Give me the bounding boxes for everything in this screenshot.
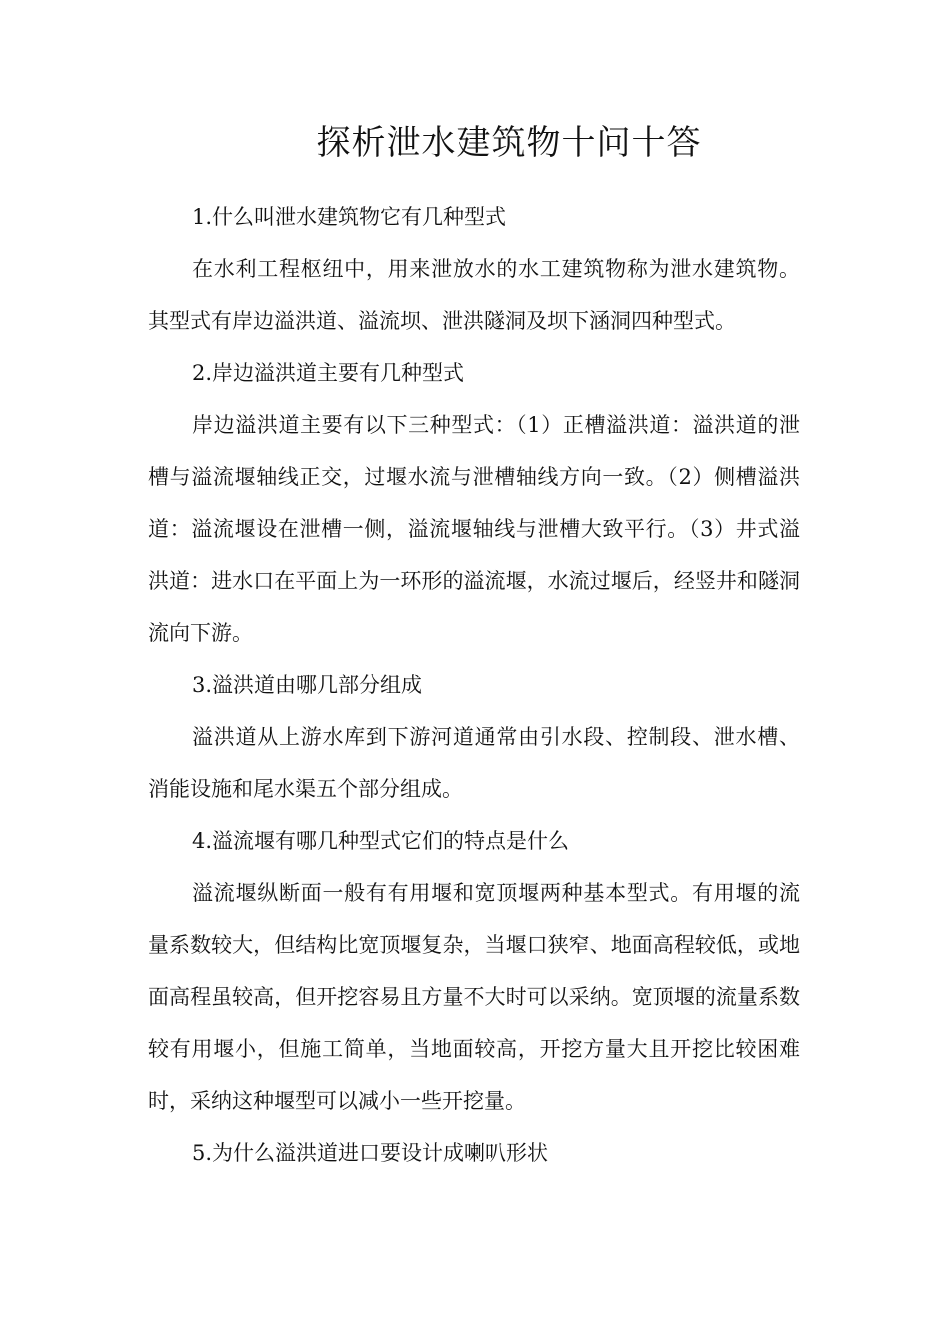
answer-3-paragraph: 溢洪道从上游水库到下游河道通常由引水段、控制段、泄水槽、消能设施和尾水渠五个部分组成。: [148, 725, 800, 801]
question-5-heading: 5.为什么溢洪道进口要设计成喇叭形状: [192, 1141, 549, 1165]
question-3-heading: 3.溢洪道由哪几部分组成: [192, 673, 423, 697]
document-title: 探析泄水建筑物十问十答: [316, 123, 702, 163]
question-2-heading: 2.岸边溢洪道主要有几种型式: [192, 361, 465, 385]
answer-2-paragraph: 岸边溢洪道主要有以下三种型式：（1）正槽溢洪道：溢洪道的泄槽与溢流堰轴线正交，过堰水流与泄槽轴线方向一致。（2）侧槽溢洪道：溢流堰设在泄槽一侧，溢流堰轴线与泄槽大致平行。（3）井式溢洪道：进水口在平面上为一环形的溢流堰，水流过堰后，经竖井和隧洞流向下游。: [148, 413, 800, 645]
answer-4-paragraph: 溢流堰纵断面一般有有用堰和宽顶堰两种基本型式。有用堰的流量系数较大，但结构比宽顶堰复杂，当堰口狭窄、地面高程较低，或地面高程虽较高，但开挖容易且方量不大时可以采纳。宽顶堰的流量系数较有用堰小，但施工简单，当地面较高，开挖方量大且开挖比较困难时，采纳这种堰型可以减小一些开挖量。: [148, 881, 800, 1113]
document-body: [148, 191, 800, 1179]
answer-1-paragraph: 在水利工程枢纽中，用来泄放水的水工建筑物称为泄水建筑物。其型式有岸边溢洪道、溢流坝、泄洪隧洞及坝下涵洞四种型式。: [148, 257, 800, 333]
question-4-heading: 4.溢流堰有哪几种型式它们的特点是什么: [192, 829, 570, 853]
question-1-heading: 1.什么叫泄水建筑物它有几种型式: [192, 205, 507, 229]
